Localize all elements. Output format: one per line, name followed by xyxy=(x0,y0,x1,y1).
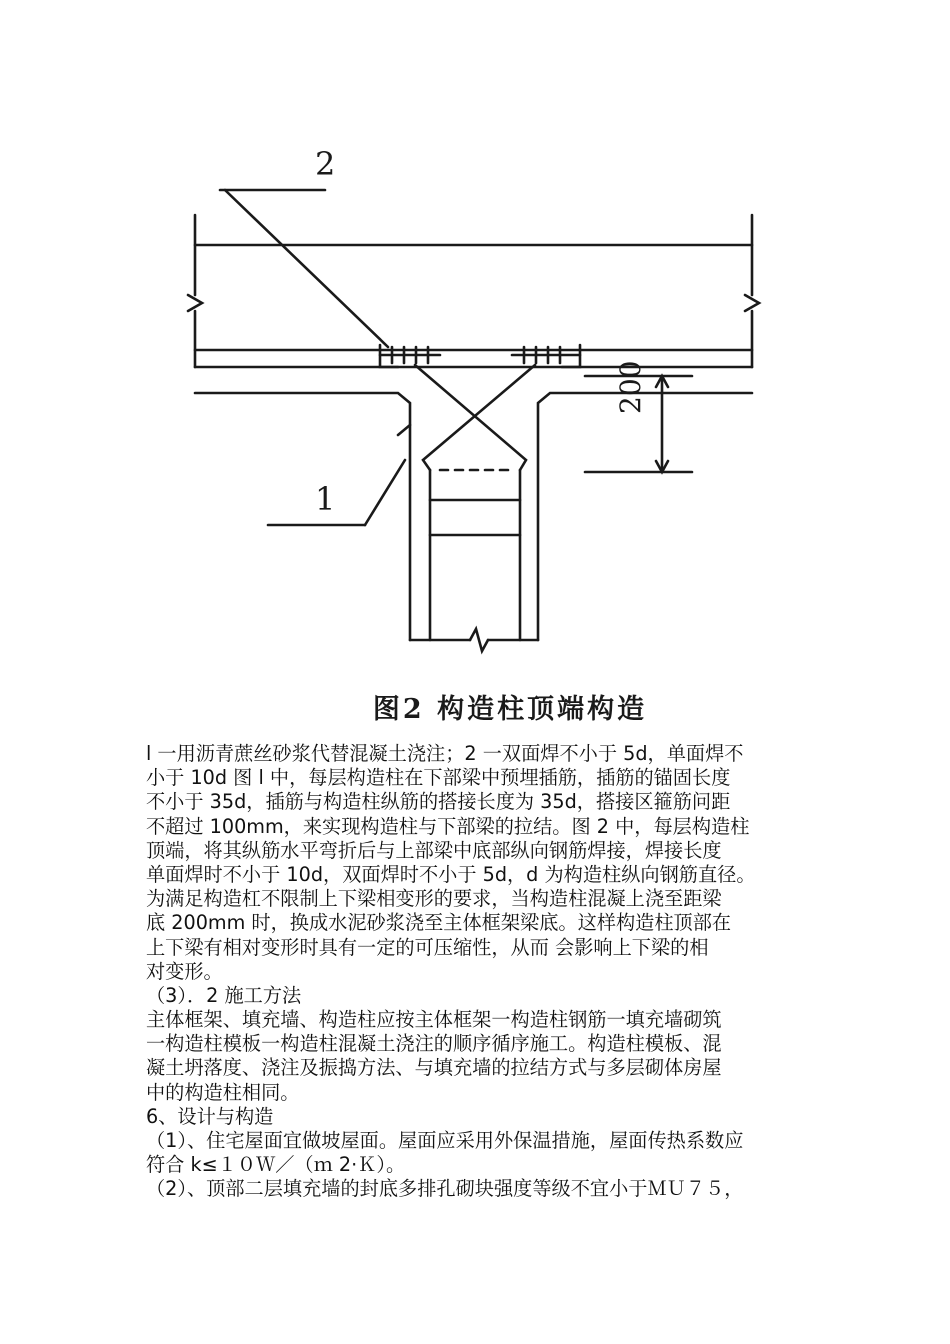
figure-dimension-200: 200 xyxy=(614,360,647,414)
text-line: 不小于 35d，插筋与构造柱纵筋的搭接长度为 35d，搭接区箍筋问距 xyxy=(146,790,731,814)
text-line: 符合 k≤１０Ｗ／（ｍ 2·Ｋ）。 xyxy=(146,1153,406,1177)
text-line: 不超过 100mm，来实现构造柱与下部梁的拉结。图 2 中，每层构造柱 xyxy=(146,814,750,838)
section-heading: （3）．2 施工方法 xyxy=(146,983,302,1007)
text-line: l 一用沥青蔗丝砂浆代替混凝土浇注；2 一双面焊不小于 5d，单面焊不 xyxy=(146,742,744,765)
text-line: 小于 10d 图 l 中，每层构造柱在下部梁中预埋插筋，插筋的锚固长度 xyxy=(146,766,731,790)
text-line: 主体框架、填充墙、构造柱应按主体框架一构造柱钢筋一填充墙砌筑 xyxy=(146,1008,722,1032)
text-line: （1）、住宅屋面宜做坡屋面。屋面应采用外保温措施，屋面传热系数应 xyxy=(146,1129,744,1152)
text-line: 对变形。 xyxy=(146,959,223,983)
text-line: 顶端，将其纵筋水平弯折后与上部梁中底部纵向钢筋焊接，焊接长度 xyxy=(146,838,722,862)
figure-label-2: 2 xyxy=(315,145,336,183)
construction-drawing xyxy=(140,135,820,735)
body-text xyxy=(146,742,816,1202)
text-line: 中的构造柱相同。 xyxy=(146,1080,300,1104)
text-line: 为满足构造杠不限制上下梁相变形的要求，当构造柱混凝上浇至距梁 xyxy=(146,887,722,911)
text-line: 底 200mm 时，换成水泥砂浆浇至主体框架梁底。这样构造柱顶部在 xyxy=(146,911,732,935)
figure-label-1: 1 xyxy=(315,480,336,518)
section-heading: 6、设计与构造 xyxy=(146,1104,274,1128)
construction-figure xyxy=(140,135,820,735)
text-line: 一构造柱模板一构造柱混凝土浇注的顺序循序施工。构造柱模板、混 xyxy=(146,1032,722,1056)
text-line: （2）、顶部二层填充墙的封底多排孔砌块强度等级不宜小于ＭＵ７５， xyxy=(146,1177,744,1201)
text-line: 凝土坍落度、浇注及振捣方法、与填充墙的拉结方式与多层砌体房屋 xyxy=(146,1056,722,1080)
text-line: 单面焊时不小于 10d，双面焊时不小于 5d，d 为构造柱纵向钢筋直径。 xyxy=(146,862,756,886)
figure-caption: 图2 构造柱顶端构造 xyxy=(372,694,648,725)
text-line: 上下梁有相对变形时具有一定的可压缩性，从而 会影响上下梁的相 xyxy=(146,935,709,959)
